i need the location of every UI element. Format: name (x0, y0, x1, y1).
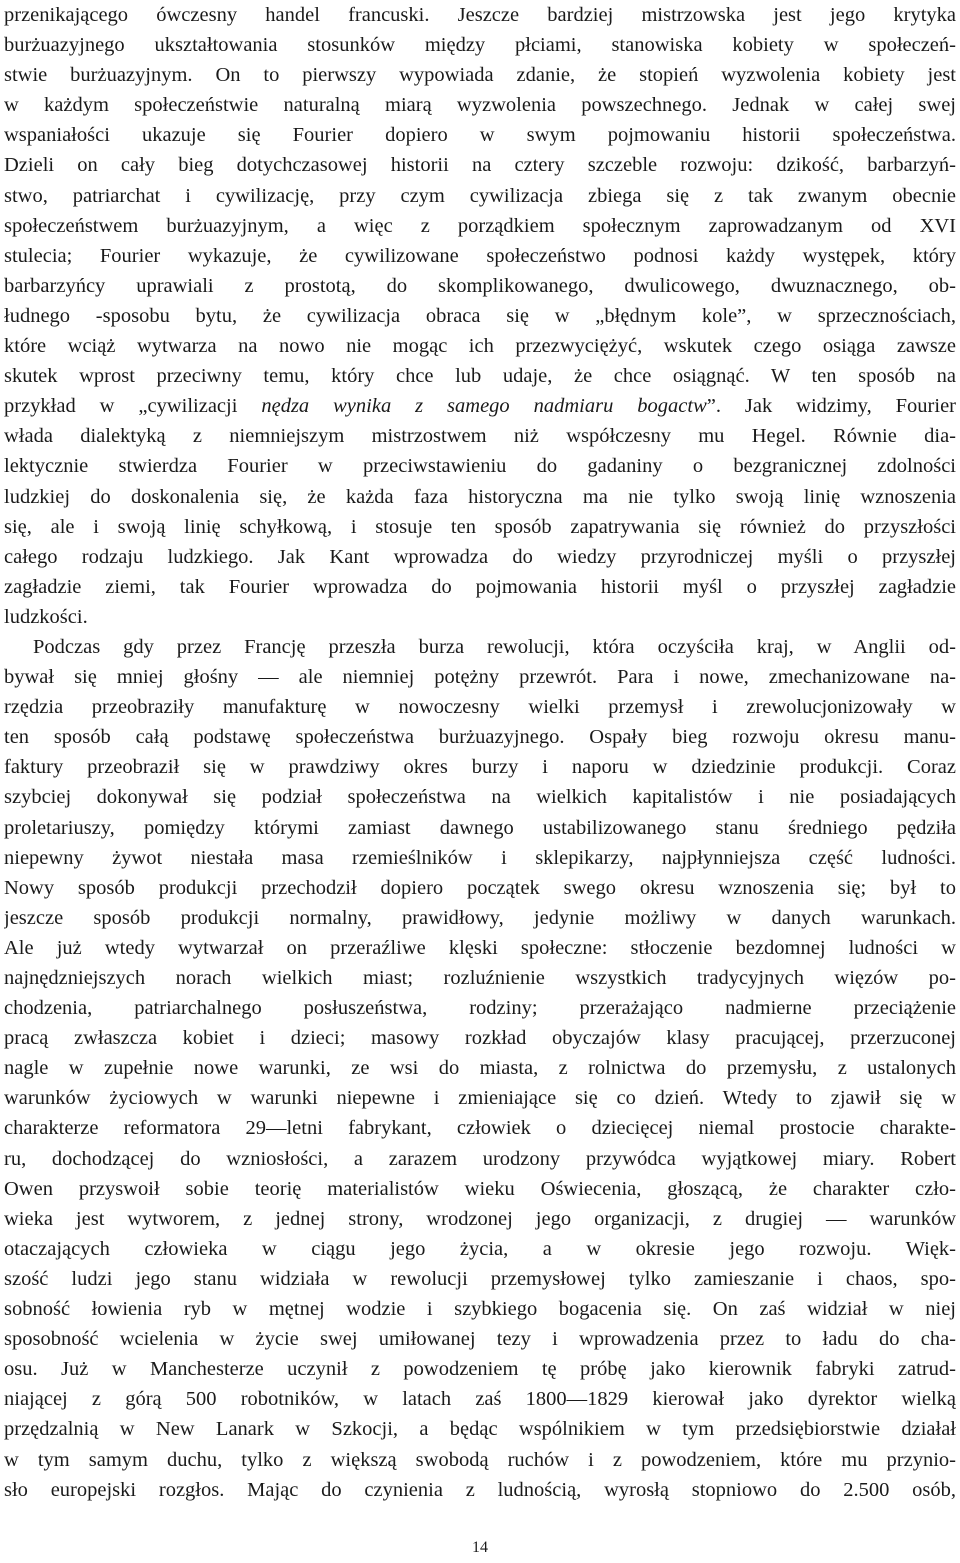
text-line: nagle w zupełnie nowe warunki, ze wsi do miasta, z rolnictwa do przemysłu, z ustalonych (4, 1057, 956, 1080)
text-line: Dzieli on cały bieg dotychczasowej historii na cztery szczeble rozwoju: dzikość, barbarzyń- (4, 154, 956, 177)
text-line: niającej z górą 500 robotników, w latach zaś 1800—1829 kierował jako dyrektor wielką (4, 1388, 956, 1411)
text-line: włada dialektyką z niemniejszym mistrzostwem niż współczesny mu Hegel. Równie dia- (4, 425, 956, 448)
paragraph (4, 0, 956, 632)
text-line: sło europejski rozgłos. Mając do czynienia z ludnością, wyrosłą stopniowo do 2.500 osób, (4, 1478, 956, 1501)
text-line: chodzenia, patriarchalnego posłuszeństwa, rodziny; przerażająco nadmierne przeciążenie (4, 997, 956, 1020)
text-line: stulecia; Fourier wykazuje, że cywilizowane społeczeństwo podnosi każdy występek, który (4, 244, 956, 267)
text-line: osu. Już w Manchesterze uczynił z powodzeniem tę próbę jako kierownik fabryki zatrud- (4, 1358, 956, 1381)
text-line: się, ale i swoją linię schyłkową, i stosuje ten sposób zapatrywania się również do przyszłości (4, 515, 956, 538)
text-line: stwo, patriarchat i cywilizację, przy czym cywilizacja zbiega się z tak zwanym obecnie (4, 184, 956, 207)
text-line: Owen przyswoił sobie teorię materialistów wieku Oświecenia, głoszącą, że charakter czło- (4, 1177, 956, 1200)
text-line: otaczających człowieka w ciągu jego życia, a w okresie jego rozwoju. Więk- (4, 1237, 956, 1260)
text-line: w tym samym duchu, tylko z większą swobodą ruchów i z powodzeniem, które mu przynio- (4, 1448, 956, 1471)
text-line: szybciej dokonywał się podział społeczeństwa na wielkich kapitalistów i nie posiadających (4, 786, 956, 809)
text-segment: ”. Jak widzimy, Fourier (706, 395, 956, 418)
text-line: ludzkości. (4, 605, 88, 628)
italic-phrase: nędza wynika z samego nadmiaru bogactw (261, 395, 707, 418)
text-line: proletariuszy, pomiędzy którymi zamiast dawnego ustabilizowanego stanu średniego pędziła (4, 816, 956, 839)
text-line: które wciąż wytwarza na nowo nie mogąc ich przezwyciężyć, wskutek czego osiąga zawsze (4, 335, 956, 358)
text-line: przędzalnią w New Lanark w Szkocji, a będąc wspólnikiem w tym przedsiębiorstwie działał (4, 1418, 956, 1441)
text-line: społeczeństwem burżuazyjnym, a więc z porządkiem społecznym zaprowadzanym od XVI (4, 214, 956, 237)
text-line: faktury przeobraził się w prawdziwy okres burzy i naporu w dziedzinie produkcji. Coraz (4, 756, 956, 779)
text-line: ludzkiej do doskonalenia się, że każda faza historyczna ma nie tylko swoją linię wznoszenia (4, 485, 956, 508)
text-line: niepewny żywot niestała masa rzemieślników i sklepikarzy, najpłynniejsza część ludności. (4, 846, 956, 869)
text-line: sobność łowienia ryb w mętnej wodzie i szybkiego bogacenia się. On zaś widział w niej (4, 1298, 956, 1321)
text-line: zagładzie ziemi, tak Fourier wprowadza do pojmowania historii myśl o przyszłej zagładzie (4, 575, 956, 598)
text-line: najnędzniejszych norach wielkich miast; rozluźnienie wszystkich tradycyjnych więzów po- (4, 967, 956, 989)
text-line: skutek wprost przeciwny temu, który chce lub udaje, że chce osiągnąć. W ten sposób na (4, 365, 956, 388)
text-line: charakterze reformatora 29—letni fabrykant, człowiek o dziecięcej niemal prostocie charakte- (4, 1117, 956, 1140)
text-line: warunków życiowych w warunki niepewne i zmieniające się co dzień. Wtedy to zjawił się w (4, 1087, 956, 1110)
text-line: jeszcze sposób produkcji normalny, prawidłowy, jedynie możliwy w danych warunkach. (4, 906, 956, 929)
text-line: ten sposób całą podstawę społeczeństwa burżuazyjnego. Ospały bieg rozwoju okresu manu- (4, 726, 956, 749)
text-line: barbarzyńcy uprawiali z prostotą, do skomplikowanego, dwulicowego, dwuznacznego, ob- (4, 274, 956, 297)
text-line: Nowy sposób produkcji przechodził dopiero początek swego okresu wznoszenia się; był to (4, 876, 956, 899)
document-page (4, 0, 956, 1505)
text-line: przenikającego ówczesny handel francuski. Jeszcze bardziej mistrzowska jest jego krytyka (4, 4, 956, 26)
text-line: lektycznie stwierdza Fourier w przeciwstawieniu do gadaniny o bezgranicznej zdolności (4, 455, 956, 478)
text-line: sposobność wcielenia w życie swej umiłowanej tezy i wprowadzenia przez to ładu do cha- (4, 1328, 956, 1351)
text-line: stwie burżuazyjnym. On to pierwszy wypowiada zdanie, że stopień wyzwolenia kobiety jest (4, 64, 956, 87)
text-line: burżuazyjnego ukształtowania stosunków między płciami, stanowiska kobiety w społeczeń- (4, 34, 956, 57)
text-line-with-italic (4, 391, 956, 421)
text-line: Ale już wtedy wytwarzał on przeraźliwe klęski społeczne: stłoczenie bezdomnej ludności w (4, 936, 956, 959)
text-line: rzędzia przeobraziły manufakturę w nowoczesny wielki przemysł i zrewolucjonizowały w (4, 696, 956, 719)
text-line: bywał się mniej głośny — ale niemniej potężny przewrót. Para i nowe, zmechanizowane na- (4, 666, 956, 689)
text-line: całego rodzaju ludzkiego. Jak Kant wprowadza do wiedzy przyrodniczej myśli o przyszłej (4, 545, 956, 568)
page-number: 14 (472, 1539, 488, 1556)
text-line: szość ludzi jego stanu widziała w rewolucji przemysłowej tylko zamieszanie i chaos, spo- (4, 1267, 956, 1290)
text-line: w każdym społeczeństwie naturalną miarą wyzwolenia powszechnego. Jednak w całej swej (4, 94, 956, 117)
text-segment: przykład w „cywilizacji (4, 395, 262, 418)
text-line: wieka jest wytworem, z jednej strony, wrodzonej jego organizacji, z drugiej — warunków (4, 1207, 956, 1230)
text-line: Podczas gdy przez Francję przeszła burza rewolucji, która oczyściła kraj, w Anglii od- (33, 635, 956, 658)
text-line: łudnego -sposobu bytu, że cywilizacja obraca się w „błędnym kole”, w sprzecznościach, (4, 304, 956, 327)
text-line: wspaniałości ukazuje się Fourier dopiero w swym pojmowaniu historii społeczeństwa. (4, 124, 956, 147)
text-line: ru, dochodzącej do wzniosłości, a zarazem urodzony przywódca wyjątkowej miary. Robert (4, 1147, 956, 1170)
text-line: pracą zwłaszcza kobiet i dzieci; masowy rozkład obyczajów klasy pracującej, przerzuconej (4, 1027, 956, 1050)
paragraph (4, 632, 956, 1505)
